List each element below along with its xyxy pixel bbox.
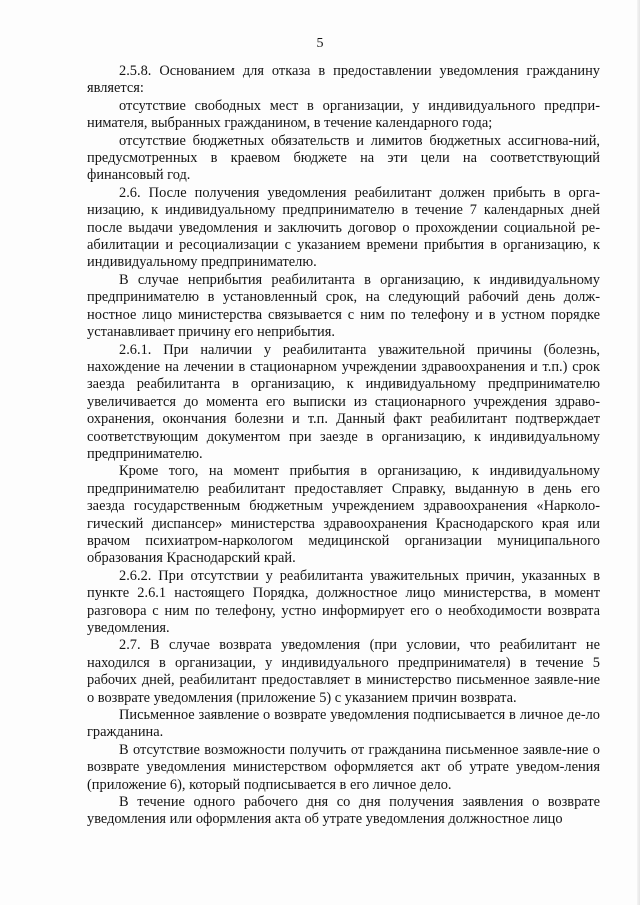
page-number: 5 (316, 36, 324, 51)
document-body (87, 63, 600, 829)
paragraph-no-budget: отсутствие бюджетных обязательств и лимитов бюджетных ассигнова-ний, предусмотренных в краевом бюджете на эти цели на соответствующий финансовый год. (87, 132, 600, 184)
paragraph-2-6-1: 2.6.1. При наличии у реабилитанта уважительной причины (болезнь, нахождение на лечении в стационарном учреждении здравоохранения и т.п.) срок заезда реабилитанта в организацию, к индивидуальному предпринимателю увеличивается до момента его выписки из стационарного учреждения здраво-охранения, окончания болезни и т.п. Данный факт реабилитант подтверждает соответствующим документом при заезде в организацию, к индивидуальному предпринимателю. (87, 341, 600, 462)
paragraph-no-free-places: отсутствие свободных мест в организации, у индивидуального предпри-нимателя, выбранных гражданином, в течение календарного года; (87, 97, 600, 132)
paragraph-loss-act: В отсутствие возможности получить от гражданина письменное заявле-ние о возврате уведомления министерством оформляется акт об утрате уведом-ления (приложение 6), который подписывается в его личное дело. (87, 741, 600, 793)
paragraph-2-5-8: 2.5.8. Основанием для отказа в предоставлении уведомления гражданину является: (87, 63, 600, 97)
paragraph-one-working-day: В течение одного рабочего дня со дня получения заявления о возврате уведомления или оформления акта об утрате уведомления должностное лицо (87, 794, 600, 828)
paragraph-2-6-2: 2.6.2. При отсутствии у реабилитанта уважительных причин, указанных в пункте 2.6.1 настоящего Порядка, должностное лицо министерства, в момент разговора с ним по телефону, устно информирует его о необходимости возврата уведомления. (87, 567, 600, 636)
paragraph-certificate: Кроме того, на момент прибытия в организацию, к индивидуальному предпринимателю реабилитант предоставляет Справку, выданную в день его заезда государственным бюджетным учреждением здравоохранения «Нарколо-гический диспансер» министерства здравоохранения Краснодарского края или врачом психиатром-наркологом медицинской организации муниципального образования Краснодарский край. (87, 463, 600, 567)
paragraph-2-7: 2.7. В случае возврата уведомления (при условии, что реабилитант не находился в организации, у индивидуального предпринимателя) в течение 5 рабочих дней, реабилитант предоставляет в министерство письменное заявле-ние о возврате уведомления (приложение 5) с указанием причин возврата. (87, 637, 600, 706)
paragraph-non-arrival: В случае неприбытия реабилитанта в организацию, к индивидуальному предпринимателю в установленный срок, на следующий рабочий день долж-ностное лицо министерства связывается с ним по телефону и в устном порядке устанавливает причину его неприбытия. (87, 271, 600, 341)
paragraph-2-6: 2.6. После получения уведомления реабилитант должен прибыть в орга-низацию, к индивидуальному предпринимателю в течение 7 календарных дней после выдачи уведомления и заключить договор о прохождении социальной ре-абилитации и ресоциализации с указанием времени прибытия в организацию, к индивидуальному предпринимателю. (87, 184, 600, 271)
paragraph-written-statement: Письменное заявление о возврате уведомления подписывается в личное де-ло гражданина. (87, 707, 600, 741)
